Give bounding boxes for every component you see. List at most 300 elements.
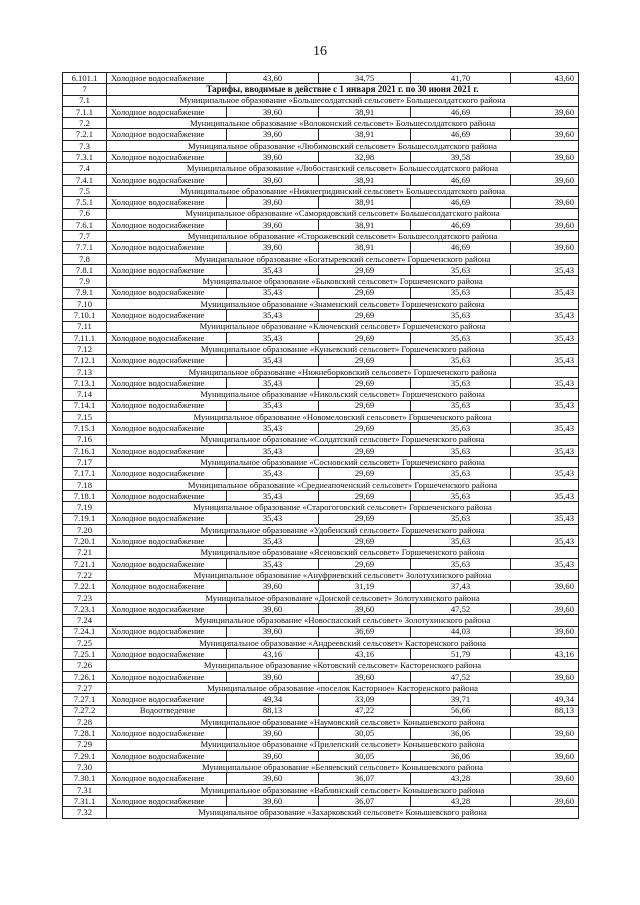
tariff-value: 39,60 <box>511 603 579 614</box>
municipality-row <box>63 660 579 671</box>
tariff-value: 35,43 <box>511 445 579 456</box>
municipality-row <box>63 231 579 242</box>
table-row <box>63 603 579 614</box>
service-name: Холодное водоснабжение <box>107 581 227 592</box>
tariff-value: 29,69 <box>319 536 411 547</box>
row-number: 7.25.1 <box>63 649 107 660</box>
row-number: 7.16.1 <box>63 445 107 456</box>
tariff-value: 30,05 <box>319 728 411 739</box>
table-row <box>63 423 579 434</box>
tariff-value: 43,60 <box>227 73 319 84</box>
row-number: 7.12 <box>63 344 107 355</box>
municipality-title: Муниципальное образование «Ануфриевский сельсовет» Золотухинского района <box>107 570 579 581</box>
tariff-value: 35,63 <box>411 536 511 547</box>
municipality-title: Муниципальное образование «Сосновский сельсовет» Горшеченского района <box>107 457 579 468</box>
tariff-value: 29,69 <box>319 445 411 456</box>
municipality-row <box>63 762 579 773</box>
tariff-value: 39,60 <box>227 728 319 739</box>
tariff-value: 38,91 <box>319 197 411 208</box>
tariff-value: 35,63 <box>411 332 511 343</box>
row-number: 7.20 <box>63 524 107 535</box>
tariff-value: 39,60 <box>511 197 579 208</box>
service-name: Холодное водоснабжение <box>107 310 227 321</box>
tariff-value: 36,69 <box>319 626 411 637</box>
row-number: 7.10 <box>63 298 107 309</box>
row-number: 7.7 <box>63 231 107 242</box>
tariff-value: 35,63 <box>411 378 511 389</box>
row-number: 7.19.1 <box>63 513 107 524</box>
municipality-row <box>63 298 579 309</box>
service-name: Холодное водоснабжение <box>107 73 227 84</box>
municipality-row <box>63 95 579 106</box>
service-name: Холодное водоснабжение <box>107 603 227 614</box>
tariff-value: 39,60 <box>227 581 319 592</box>
municipality-title: Муниципальное образование «Ключевский сельсовет» Горшеченского района <box>107 321 579 332</box>
row-number: 7.1.1 <box>63 106 107 117</box>
service-name: Холодное водоснабжение <box>107 728 227 739</box>
row-number: 7.12.1 <box>63 355 107 366</box>
row-number: 7.17.1 <box>63 468 107 479</box>
tariff-value: 39,60 <box>511 796 579 807</box>
tariff-value: 35,43 <box>511 265 579 276</box>
tariff-value: 49,34 <box>227 694 319 705</box>
municipality-title: Муниципальное образование «Прилепский сельсовет» Конышевского района <box>107 739 579 750</box>
tariff-value: 39,60 <box>227 129 319 140</box>
tariff-value: 35,63 <box>411 355 511 366</box>
municipality-title: Муниципальное образование «Куньевский сельсовет» Горшеченского района <box>107 344 579 355</box>
row-number: 7.11.1 <box>63 332 107 343</box>
municipality-row <box>63 389 579 400</box>
tariff-value: 30,05 <box>319 750 411 761</box>
table-row <box>63 773 579 784</box>
service-name: Холодное водоснабжение <box>107 242 227 253</box>
row-number: 7.20.1 <box>63 536 107 547</box>
municipality-title: Муниципальное образование «Новомеловский сельсовет» Горшеченского района <box>107 411 579 422</box>
row-number: 7.21 <box>63 547 107 558</box>
tariff-value: 39,60 <box>511 773 579 784</box>
municipality-title: Муниципальное образование «Саморядовский сельсовет» Большесолдатского района <box>107 208 579 219</box>
tariff-value: 39,60 <box>227 242 319 253</box>
row-number: 7.13.1 <box>63 378 107 389</box>
service-name: Холодное водоснабжение <box>107 649 227 660</box>
tariff-value: 39,60 <box>227 106 319 117</box>
tariff-value: 29,69 <box>319 468 411 479</box>
tariff-value: 43,16 <box>319 649 411 660</box>
row-number: 7 <box>63 84 107 95</box>
tariff-value: 43,28 <box>411 796 511 807</box>
tariff-value: 35,43 <box>511 287 579 298</box>
tariff-value: 35,43 <box>511 332 579 343</box>
tariff-value: 44,03 <box>411 626 511 637</box>
tariff-value: 29,69 <box>319 400 411 411</box>
municipality-title: Муниципальное образование «Среднеапоченский сельсовет» Горшеченского района <box>107 479 579 490</box>
service-name: Холодное водоснабжение <box>107 773 227 784</box>
tariff-value: 37,43 <box>411 581 511 592</box>
municipality-row <box>63 118 579 129</box>
tariff-value: 35,43 <box>227 445 319 456</box>
row-number: 7.10.1 <box>63 310 107 321</box>
service-name: Холодное водоснабжение <box>107 490 227 501</box>
tariff-value: 29,69 <box>319 423 411 434</box>
municipality-title: Муниципальное образование «Захарковский сельсовет» Конышевского района <box>107 807 579 818</box>
tariff-value: 35,43 <box>511 536 579 547</box>
row-number: 7.4.1 <box>63 174 107 185</box>
tariff-value: 35,43 <box>227 468 319 479</box>
tariff-value: 39,60 <box>227 152 319 163</box>
tariff-value: 29,69 <box>319 265 411 276</box>
row-number: 7.15.1 <box>63 423 107 434</box>
tariff-value: 35,43 <box>227 310 319 321</box>
row-number: 7.22 <box>63 570 107 581</box>
table-row <box>63 197 579 208</box>
row-number: 7.6 <box>63 208 107 219</box>
row-number: 7.18 <box>63 479 107 490</box>
tariff-value: 38,91 <box>319 106 411 117</box>
municipality-row <box>63 807 579 818</box>
table-row <box>63 73 579 84</box>
tariff-value: 47,52 <box>411 671 511 682</box>
tariff-value: 47,22 <box>319 705 411 716</box>
tariff-value: 39,60 <box>511 581 579 592</box>
tariff-value: 39,60 <box>227 626 319 637</box>
municipality-title: Муниципальное образование «Большесолдатский сельсовет» Большесолдатского района <box>107 95 579 106</box>
tariff-value: 35,63 <box>411 490 511 501</box>
tariff-value: 29,69 <box>319 558 411 569</box>
row-number: 7.16 <box>63 434 107 445</box>
tariff-value: 39,60 <box>227 219 319 230</box>
table-row <box>63 219 579 230</box>
municipality-title: Муниципальное образование «Быковский сельсовет» Горшеченского района <box>107 276 579 287</box>
service-name: Холодное водоснабжение <box>107 152 227 163</box>
municipality-row <box>63 716 579 727</box>
row-number: 7.27.2 <box>63 705 107 716</box>
service-name: Холодное водоснабжение <box>107 355 227 366</box>
municipality-title: Муниципальное образование «Знаменский сельсовет» Горшеченского района <box>107 298 579 309</box>
table-row <box>63 558 579 569</box>
tariff-value: 39,60 <box>511 219 579 230</box>
municipality-title: Муниципальное образование «Наумовский сельсовет» Конышевского района <box>107 716 579 727</box>
row-number: 7.22.1 <box>63 581 107 592</box>
row-number: 7.26.1 <box>63 671 107 682</box>
tariff-value: 35,43 <box>511 423 579 434</box>
tariff-value: 35,63 <box>411 265 511 276</box>
municipality-row <box>63 637 579 648</box>
section-header-row <box>63 84 579 95</box>
row-number: 7.21.1 <box>63 558 107 569</box>
service-name: Холодное водоснабжение <box>107 468 227 479</box>
tariff-value: 39,60 <box>511 626 579 637</box>
row-number: 7.9.1 <box>63 287 107 298</box>
municipality-title: Муниципальное образование «Волоконский сельсовет» Большесолдатского района <box>107 118 579 129</box>
service-name: Холодное водоснабжение <box>107 558 227 569</box>
table-row <box>63 174 579 185</box>
tariff-value: 29,69 <box>319 332 411 343</box>
tariff-value: 39,60 <box>319 671 411 682</box>
tariff-value: 46,69 <box>411 242 511 253</box>
tariff-value: 35,43 <box>227 513 319 524</box>
municipality-title: Муниципальное образование «Удобенский сельсовет» Горшеченского района <box>107 524 579 535</box>
municipality-row <box>63 140 579 151</box>
row-number: 7.26 <box>63 660 107 671</box>
row-number: 7.17 <box>63 457 107 468</box>
municipality-row <box>63 457 579 468</box>
municipality-title: Муниципальное образование «Никольский сельсовет» Горшеченского района <box>107 389 579 400</box>
tariff-value: 35,43 <box>227 265 319 276</box>
municipality-title: Муниципальное образование «Сторожевский сельсовет» Большесолдатского района <box>107 231 579 242</box>
tariff-value: 36,06 <box>411 750 511 761</box>
service-name: Холодное водоснабжение <box>107 265 227 276</box>
service-name: Холодное водоснабжение <box>107 513 227 524</box>
tariff-value: 35,43 <box>227 558 319 569</box>
tariff-value: 36,07 <box>319 796 411 807</box>
row-number: 7.3.1 <box>63 152 107 163</box>
tariff-value: 39,60 <box>227 750 319 761</box>
table-row <box>63 265 579 276</box>
table-row <box>63 649 579 660</box>
tariff-value: 39,60 <box>511 728 579 739</box>
tariff-value: 38,91 <box>319 219 411 230</box>
municipality-title: Муниципальное образование «Нижнеборковский сельсовет» Горшеченского района <box>107 366 579 377</box>
tariff-value: 41,70 <box>411 73 511 84</box>
tariff-value: 38,91 <box>319 174 411 185</box>
row-number: 7.31.1 <box>63 796 107 807</box>
row-number: 7.2.1 <box>63 129 107 140</box>
table-row <box>63 242 579 253</box>
municipality-title: Муниципальное образование «поселок Касторное» Касторенского района <box>107 683 579 694</box>
tariff-value: 39,60 <box>227 197 319 208</box>
tariff-value: 43,16 <box>511 649 579 660</box>
tariff-value: 43,60 <box>511 73 579 84</box>
row-number: 7.31 <box>63 784 107 795</box>
tariff-value: 35,63 <box>411 468 511 479</box>
tariff-value: 36,07 <box>319 773 411 784</box>
tariff-value: 88,13 <box>511 705 579 716</box>
row-number: 7.7.1 <box>63 242 107 253</box>
tariff-value: 39,60 <box>227 796 319 807</box>
table-row <box>63 513 579 524</box>
tariff-value: 39,60 <box>511 242 579 253</box>
tariff-table <box>62 72 579 819</box>
tariff-value: 39,60 <box>511 174 579 185</box>
tariff-value: 35,63 <box>411 423 511 434</box>
tariff-value: 29,69 <box>319 490 411 501</box>
tariff-value: 29,69 <box>319 310 411 321</box>
table-row <box>63 796 579 807</box>
row-number: 7.1 <box>63 95 107 106</box>
table-row <box>63 671 579 682</box>
row-number: 7.23.1 <box>63 603 107 614</box>
tariff-value: 35,43 <box>227 400 319 411</box>
municipality-row <box>63 185 579 196</box>
row-number: 7.5.1 <box>63 197 107 208</box>
table-row <box>63 378 579 389</box>
tariff-value: 35,63 <box>411 310 511 321</box>
tariff-value: 35,43 <box>511 558 579 569</box>
row-number: 7.15 <box>63 411 107 422</box>
tariff-value: 35,43 <box>511 400 579 411</box>
municipality-row <box>63 547 579 558</box>
row-number: 7.28.1 <box>63 728 107 739</box>
tariff-value: 35,63 <box>411 558 511 569</box>
tariff-value: 35,43 <box>511 490 579 501</box>
municipality-row <box>63 321 579 332</box>
row-number: 7.28 <box>63 716 107 727</box>
row-number: 7.5 <box>63 185 107 196</box>
municipality-row <box>63 570 579 581</box>
tariff-value: 35,43 <box>227 355 319 366</box>
row-number: 7.3 <box>63 140 107 151</box>
service-name: Холодное водоснабжение <box>107 536 227 547</box>
municipality-title: Муниципальное образование «Любимовский сельсовет» Большесолдатского района <box>107 140 579 151</box>
tariff-value: 35,43 <box>227 287 319 298</box>
row-number: 7.23 <box>63 592 107 603</box>
table-row <box>63 287 579 298</box>
row-number: 7.19 <box>63 502 107 513</box>
municipality-row <box>63 411 579 422</box>
row-number: 7.2 <box>63 118 107 129</box>
municipality-row <box>63 524 579 535</box>
tariff-value: 29,69 <box>319 378 411 389</box>
tariff-value: 35,43 <box>511 355 579 366</box>
table-row <box>63 728 579 739</box>
service-name: Водоотведение <box>107 705 227 716</box>
tariff-value: 39,60 <box>227 773 319 784</box>
service-name: Холодное водоснабжение <box>107 287 227 298</box>
table-row <box>63 705 579 716</box>
service-name: Холодное водоснабжение <box>107 219 227 230</box>
municipality-row <box>63 434 579 445</box>
tariff-value: 46,69 <box>411 219 511 230</box>
tariff-value: 49,34 <box>511 694 579 705</box>
table-row <box>63 355 579 366</box>
tariff-value: 35,63 <box>411 445 511 456</box>
tariff-value: 34,75 <box>319 73 411 84</box>
tariff-value: 39,58 <box>411 152 511 163</box>
tariff-value: 36,06 <box>411 728 511 739</box>
tariff-value: 39,60 <box>227 603 319 614</box>
tariff-value: 38,91 <box>319 242 411 253</box>
service-name: Холодное водоснабжение <box>107 106 227 117</box>
service-name: Холодное водоснабжение <box>107 197 227 208</box>
municipality-title: Муниципальное образование «Нижнегридинский сельсовет» Большесолдатского района <box>107 185 579 196</box>
tariff-value: 39,60 <box>227 174 319 185</box>
municipality-title: Муниципальное образование «Любостанский сельсовет» Большесолдатского района <box>107 163 579 174</box>
tariff-value: 43,16 <box>227 649 319 660</box>
row-number: 7.14.1 <box>63 400 107 411</box>
tariff-value: 51,79 <box>411 649 511 660</box>
tariff-value: 35,43 <box>227 536 319 547</box>
tariff-value: 32,98 <box>319 152 411 163</box>
table-row <box>63 332 579 343</box>
municipality-row <box>63 208 579 219</box>
service-name: Холодное водоснабжение <box>107 423 227 434</box>
tariff-value: 35,43 <box>511 378 579 389</box>
row-number: 7.24.1 <box>63 626 107 637</box>
service-name: Холодное водоснабжение <box>107 796 227 807</box>
row-number: 7.11 <box>63 321 107 332</box>
municipality-row <box>63 253 579 264</box>
municipality-row <box>63 276 579 287</box>
tariff-value: 35,63 <box>411 287 511 298</box>
tariff-value: 47,52 <box>411 603 511 614</box>
table-row <box>63 536 579 547</box>
row-number: 7.8.1 <box>63 265 107 276</box>
tariff-value: 46,69 <box>411 129 511 140</box>
municipality-title: Муниципальное образование «Старогоговский сельсовет» Горшеченского района <box>107 502 579 513</box>
service-name: Холодное водоснабжение <box>107 694 227 705</box>
service-name: Холодное водоснабжение <box>107 332 227 343</box>
row-number: 7.32 <box>63 807 107 818</box>
tariff-value: 43,28 <box>411 773 511 784</box>
table-row <box>63 750 579 761</box>
table-row <box>63 152 579 163</box>
table-row <box>63 129 579 140</box>
municipality-title: Муниципальное образование «Новоспасский сельсовет» Золотухинского района <box>107 615 579 626</box>
row-number: 7.29.1 <box>63 750 107 761</box>
tariff-value: 33,09 <box>319 694 411 705</box>
municipality-title: Муниципальное образование «Ваблинский сельсовет» Конышевского района <box>107 784 579 795</box>
service-name: Холодное водоснабжение <box>107 129 227 140</box>
table-row <box>63 106 579 117</box>
page-number: 16 <box>313 44 327 59</box>
table-row <box>63 310 579 321</box>
row-number: 7.29 <box>63 739 107 750</box>
municipality-row <box>63 344 579 355</box>
tariff-value: 35,43 <box>227 490 319 501</box>
table-row <box>63 581 579 592</box>
municipality-title: Муниципальное образование «Богатыревский сельсовет» Горшеченского района <box>107 253 579 264</box>
table-row <box>63 400 579 411</box>
tariff-value: 39,60 <box>511 106 579 117</box>
row-number: 6.101.1 <box>63 73 107 84</box>
tariff-value: 39,60 <box>511 750 579 761</box>
section-title: Тарифы, вводимые в действие с 1 января 2021 г. по 30 июня 2021 г. <box>107 84 579 95</box>
service-name: Холодное водоснабжение <box>107 174 227 185</box>
service-name: Холодное водоснабжение <box>107 671 227 682</box>
service-name: Холодное водоснабжение <box>107 626 227 637</box>
tariff-value: 35,43 <box>511 468 579 479</box>
tariff-value: 35,43 <box>227 378 319 389</box>
row-number: 7.13 <box>63 366 107 377</box>
municipality-row <box>63 479 579 490</box>
row-number: 7.18.1 <box>63 490 107 501</box>
tariff-value: 35,43 <box>511 310 579 321</box>
tariff-value: 38,91 <box>319 129 411 140</box>
row-number: 7.27 <box>63 683 107 694</box>
tariff-value: 88,13 <box>227 705 319 716</box>
service-name: Холодное водоснабжение <box>107 445 227 456</box>
row-number: 7.25 <box>63 637 107 648</box>
tariff-value: 39,60 <box>511 129 579 140</box>
row-number: 7.24 <box>63 615 107 626</box>
tariff-value: 39,60 <box>511 152 579 163</box>
tariff-value: 31,19 <box>319 581 411 592</box>
tariff-value: 46,69 <box>411 174 511 185</box>
tariff-value: 35,63 <box>411 513 511 524</box>
municipality-row <box>63 784 579 795</box>
table-row <box>63 468 579 479</box>
municipality-title: Муниципальное образование «Ясеновский сельсовет» Горшеченского района <box>107 547 579 558</box>
municipality-row <box>63 163 579 174</box>
municipality-row <box>63 366 579 377</box>
municipality-title: Муниципальное образование «Андреевский сельсовет» Касторенского района <box>107 637 579 648</box>
row-number: 7.4 <box>63 163 107 174</box>
row-number: 7.6.1 <box>63 219 107 230</box>
table-row <box>63 626 579 637</box>
tariff-value: 35,43 <box>227 332 319 343</box>
tariff-value: 29,69 <box>319 513 411 524</box>
municipality-row <box>63 502 579 513</box>
